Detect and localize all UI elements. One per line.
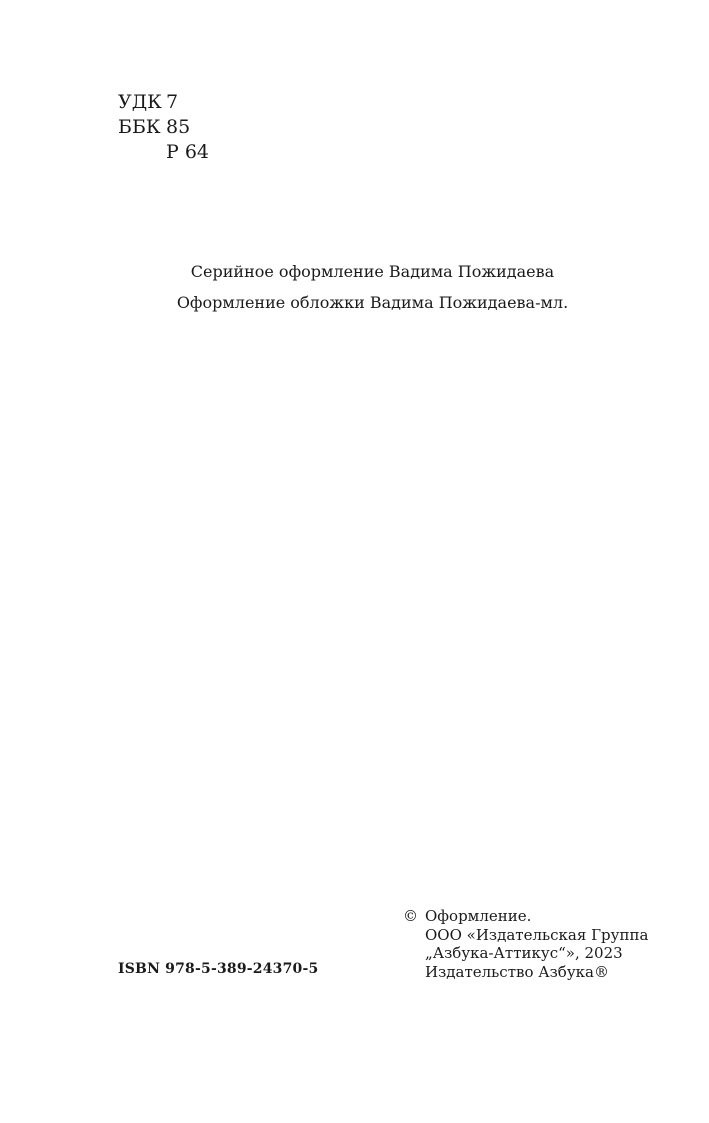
classification-codes — [118, 90, 209, 165]
cover-design-credit: Оформление обложки Вадима Пожидаева-мл. — [176, 293, 569, 312]
copyright-block — [403, 907, 648, 981]
copyright-first-line — [403, 907, 648, 926]
bbk-label: ББК — [118, 116, 161, 138]
isbn: ISBN 978-5-389-24370-5 — [118, 961, 319, 977]
copyright-line-3: „Азбука-Аттикус“», 2023 — [425, 944, 623, 962]
udk-label: УДК — [118, 91, 162, 113]
bbk-value: 85 — [166, 116, 191, 138]
copyright-symbol: © — [403, 907, 418, 925]
copyright-line-2: ООО «Издательская Группа — [425, 925, 649, 944]
design-credits — [0, 258, 709, 317]
udk-row — [118, 90, 209, 115]
udk-value: 7 — [166, 91, 179, 113]
author-mark: Р 64 — [166, 141, 210, 163]
bbk-row — [118, 115, 209, 140]
series-design-credit: Серийное оформление Вадима Пожидаева — [190, 262, 555, 281]
copyright-line-1: Оформление. — [425, 907, 532, 925]
copyright-line-4: Издательство Азбука® — [425, 962, 609, 981]
